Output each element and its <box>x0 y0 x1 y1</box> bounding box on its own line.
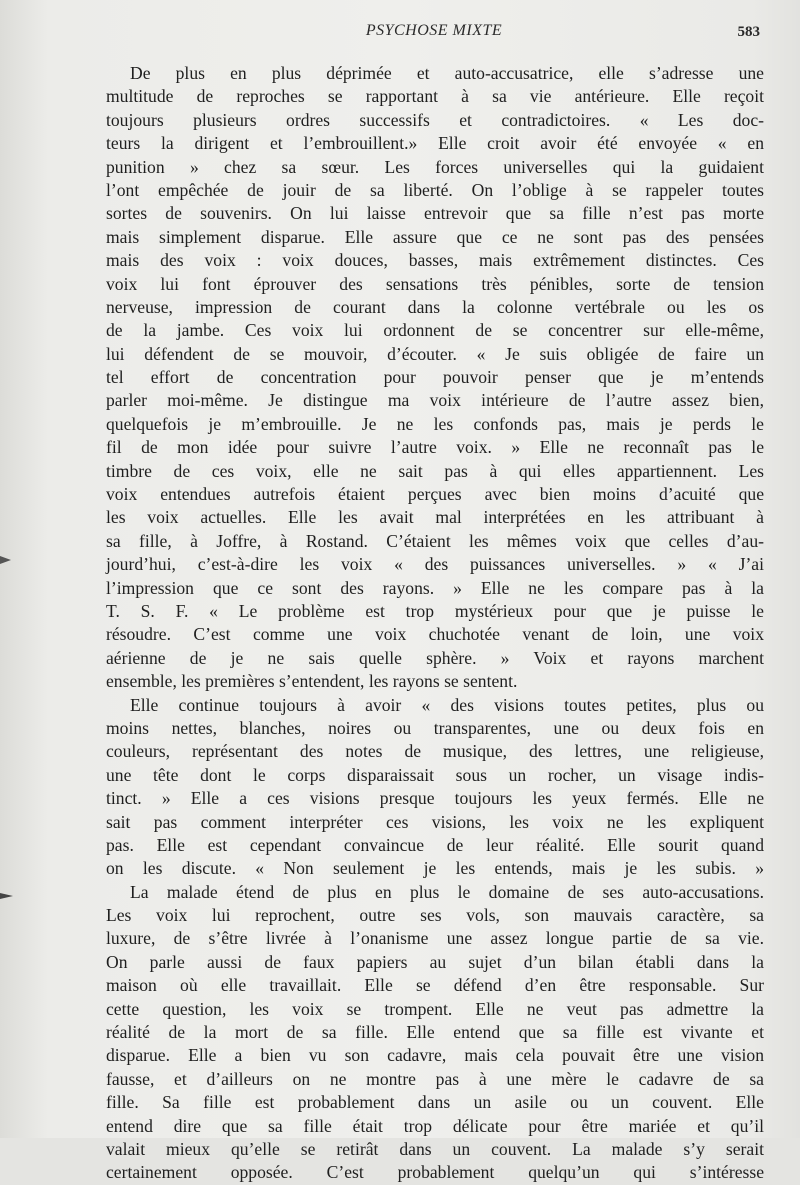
text-line: réalité de la mort de sa fille. Elle entend que sa fille est vivante et <box>106 1022 764 1043</box>
text-line: disparue. Elle a bien vu son cadavre, mais cela pouvait être une vision <box>106 1045 764 1066</box>
text-line: maison où elle travaillait. Elle se défend d’en être responsable. Sur <box>106 975 764 996</box>
margin-arrow-icon <box>0 553 14 567</box>
text-line: ensemble, les premières s’entendent, les rayons se sentent. <box>106 671 518 692</box>
text-line: luxure, de s’être livrée à l’onanisme une assez longue partie de sa vie. <box>106 928 764 949</box>
text-line: certainement opposée. C’est probablement quelqu’un qui s’intéresse <box>106 1162 764 1183</box>
text-line: teurs la dirigent et l’embrouillent.» Elle croit avoir été envoyée « en <box>106 133 764 154</box>
text-line: lui défendent de se mouvoir, d’écouter. « Je suis obligée de faire un <box>106 343 764 364</box>
text-line: tinct. » Elle a ces visions presque toujours les yeux fermés. Elle ne <box>106 788 764 809</box>
text-line: résoudre. C’est comme une voix chuchotée venant de loin, une voix <box>106 624 764 645</box>
text-line: l’ont empêchée de jouir de sa liberté. On l’oblige à se rappeler toutes <box>106 179 764 200</box>
text-line: cette question, les voix se trompent. Elle ne veut pas admettre la <box>106 998 764 1019</box>
text-line: on les discute. « Non seulement je les entends, mais je les subis. » <box>106 858 764 879</box>
text-line: l’impression que ce sont des rayons. » Elle ne les compare pas à la <box>106 577 764 598</box>
text-line: sortes de souvenirs. On lui laisse entrevoir que sa fille n’est pas morte <box>106 203 764 224</box>
text-line: voix entendues autrefois étaient perçues avec bien moins d’acuité que <box>106 484 764 505</box>
text-line: jourd’hui, c’est-à-dire les voix « des puissances universelles. » « J’ai <box>106 554 764 575</box>
text-line: mais des voix : voix douces, basses, mais extrêmement distinctes. Ces <box>106 250 764 271</box>
text-line: timbre de ces voix, elle ne sait pas à qui elles appartiennent. Les <box>106 460 764 481</box>
text-line: Les voix lui reprochent, outre ses vols, son mauvais caractère, sa <box>106 905 764 926</box>
text-line: fil de mon idée pour suivre l’autre voix. » Elle ne reconnaît pas le <box>106 437 764 458</box>
text-line: une tête dont le corps disparaissait sous un rocher, un visage indis- <box>106 764 764 785</box>
text-line: La malade étend de plus en plus le domaine de ses auto-accusations. <box>130 881 764 902</box>
text-line: mais simplement disparue. Elle assure que ce ne sont pas des pensées <box>106 226 764 247</box>
text-line: les voix actuelles. Elle les avait mal interprétées en les attribuant à <box>106 507 764 528</box>
running-title: PSYCHOSE MIXTE <box>365 22 503 39</box>
text-line: entend dire que sa fille était trop délicate pour être mariée et qu’il <box>106 1115 764 1136</box>
text-line: de la jambe. Ces voix lui ordonnent de se concentrer sur elle-même, <box>106 320 764 341</box>
text-line: fausse, et d’ailleurs on ne montre pas à une mère le cadavre de sa <box>106 1068 764 1089</box>
text-line: On parle aussi de faux papiers au sujet d’un bilan établi dans la <box>106 951 764 972</box>
text-line: couleurs, représentant des notes de musique, des lettres, une religieuse, <box>106 741 764 762</box>
text-line: T. S. F. « Le problème est trop mystérieux pour que je puisse le <box>106 600 764 621</box>
text-line: quelquefois je m’embrouille. Je ne les confonds pas, mais je perds le <box>106 413 764 434</box>
text-line: multitude de reproches se rapportant à sa vie antérieure. Elle reçoit <box>106 86 764 107</box>
body-text <box>106 62 764 1185</box>
text-line: nerveuse, impression de courant dans la colonne vertébrale ou les os <box>106 296 764 317</box>
text-line: sait pas comment interpréter ces visions, les voix ne les expliquent <box>106 811 764 832</box>
text-line: punition » chez sa sœur. Les forces universelles qui la guidaient <box>106 156 764 177</box>
text-line: De plus en plus déprimée et auto-accusatrice, elle s’adresse une <box>130 63 764 83</box>
text-line: fille. Sa fille est probablement dans un asile ou un couvent. Elle <box>106 1092 764 1113</box>
page-header <box>108 22 760 46</box>
text-line: tel effort de concentration pour pouvoir penser que je m’entends <box>106 367 764 388</box>
text-line: parler moi-même. Je distingue ma voix intérieure de l’autre assez bien, <box>106 390 764 411</box>
text-line: Elle continue toujours à avoir « des visions toutes petites, plus ou <box>130 694 764 715</box>
text-line: voix lui font éprouver des sensations très pénibles, sorte de tension <box>106 273 764 294</box>
text-line: toujours plusieurs ordres successifs et contradictoires. « Les doc- <box>106 109 764 130</box>
text-line: aérienne de je ne sais quelle sphère. » Voix et rayons marchent <box>106 647 764 668</box>
text-line: valait mieux qu’elle se retirât dans un couvent. La malade s’y serait <box>106 1138 764 1159</box>
text-line: pas. Elle est cependant convaincue de leur réalité. Elle sourit quand <box>106 834 764 855</box>
margin-arrow-icon <box>0 889 14 903</box>
text-line: sa fille, à Joffre, à Rostand. C’étaient les mêmes voix que celles d’au- <box>106 530 764 551</box>
page-number: 583 <box>737 24 760 40</box>
text-line: moins nettes, blanches, noires ou transparentes, une ou deux fois en <box>106 717 764 738</box>
